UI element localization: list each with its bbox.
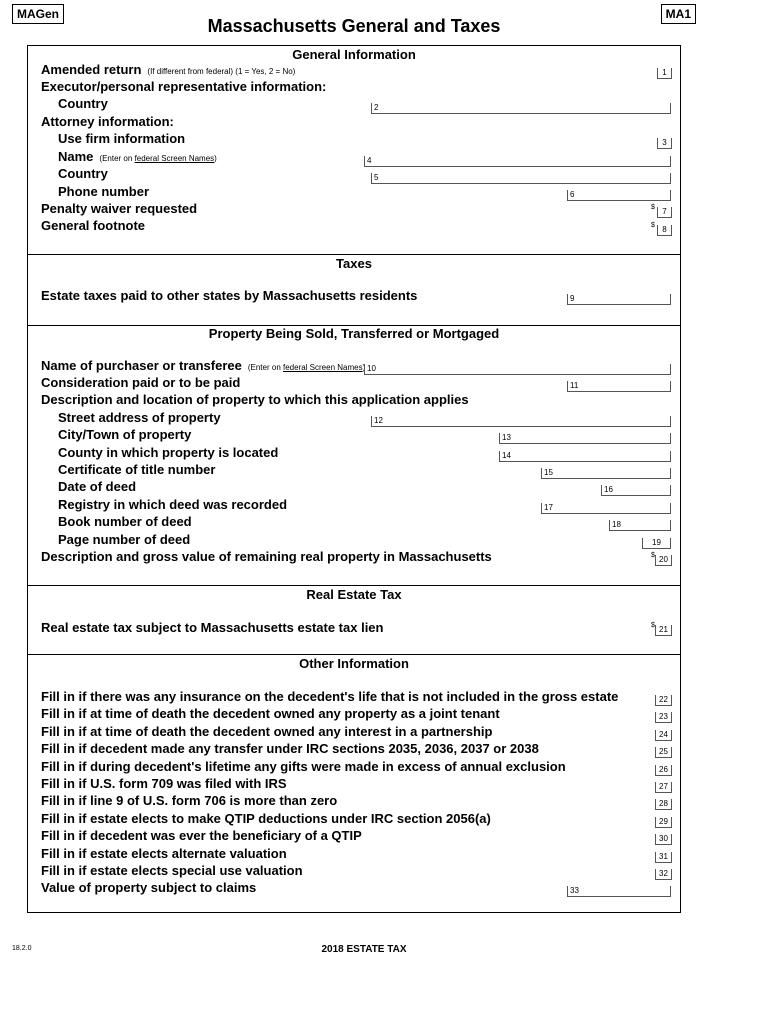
field-8[interactable]: 8: [657, 225, 672, 236]
field-23[interactable]: 23: [655, 712, 672, 723]
field-1[interactable]: 1: [657, 68, 672, 79]
field-18[interactable]: 18: [609, 520, 671, 531]
field-33[interactable]: 33: [567, 886, 671, 897]
other-item-3: Fill in if at time of death the decedent owned any interest in a partnership: [41, 724, 493, 739]
field-3[interactable]: 3: [657, 138, 672, 149]
field-15[interactable]: 15: [541, 468, 671, 479]
executor-label: Executor/personal representative information:: [41, 79, 327, 94]
field-2[interactable]: 2: [371, 103, 671, 114]
certificate-label: Certificate of title number: [58, 462, 216, 477]
field-26[interactable]: 26: [655, 765, 672, 776]
form-tag-magen: MAGen: [12, 4, 64, 24]
other-item-11: Fill in if estate elects special use valuation: [41, 863, 303, 878]
field-16[interactable]: 16: [601, 485, 671, 496]
field-17[interactable]: 17: [541, 503, 671, 514]
executor-country-label: Country: [58, 96, 108, 111]
other-item-1: Fill in if there was any insurance on the decedent's life that is not included in the gross estate: [41, 689, 619, 704]
field-30[interactable]: 30: [655, 834, 672, 845]
penalty-waiver-label: Penalty waiver requested: [41, 201, 198, 216]
section-title-other: Other Information: [299, 656, 409, 671]
page-title: Massachusetts General and Taxes: [207, 16, 501, 36]
form-tag-ma1: MA1: [661, 4, 696, 24]
field-24[interactable]: 24: [655, 730, 672, 741]
field-31[interactable]: 31: [655, 852, 672, 863]
field-14[interactable]: 14: [499, 451, 671, 462]
book-number-label: Book number of deed: [58, 514, 192, 529]
field-11[interactable]: 11: [567, 381, 671, 392]
amended-return-label: Amended return (If different from federal) (1 = Yes, 2 = No): [41, 62, 296, 77]
dollar-sign-20: $: [651, 552, 655, 559]
field-5[interactable]: 5: [371, 173, 671, 184]
section-title-property: Property Being Sold, Transferred or Mortgaged: [208, 326, 500, 341]
use-firm-label: Use firm information: [58, 131, 186, 146]
field-10[interactable]: 10: [364, 364, 671, 375]
field-20[interactable]: 20: [655, 555, 672, 566]
amended-return-note: (If different from federal) (1 = Yes, 2 = No): [147, 67, 296, 76]
section-title-taxes: Taxes: [336, 256, 372, 271]
section-title-general: General Information: [292, 47, 416, 62]
field-9[interactable]: 9: [567, 294, 671, 305]
other-item-12: Value of property subject to claims: [41, 880, 257, 895]
registry-label: Registry in which deed was recorded: [58, 497, 288, 512]
county-label: County in which property is located: [58, 445, 279, 460]
attorney-label: Attorney information:: [41, 114, 174, 129]
footer-title: 2018 ESTATE TAX: [321, 944, 407, 955]
remaining-property-label: Description and gross value of remaining real property in Massachusetts: [41, 549, 492, 564]
other-item-9: Fill in if decedent was ever the beneficiary of a QTIP: [41, 828, 362, 843]
field-28[interactable]: 28: [655, 799, 672, 810]
field-25[interactable]: 25: [655, 747, 672, 758]
purchaser-label: Name of purchaser or transferee (Enter on federal Screen Names): [41, 358, 366, 373]
estate-taxes-label: Estate taxes paid to other states by Massachusetts residents: [41, 288, 418, 303]
other-item-8: Fill in if estate elects to make QTIP deductions under IRC section 2056(a): [41, 811, 491, 826]
section-title-real-estate: Real Estate Tax: [306, 587, 402, 602]
city-town-label: City/Town of property: [58, 427, 192, 442]
field-22[interactable]: 22: [655, 695, 672, 706]
dollar-sign-7: $: [651, 204, 655, 211]
other-item-4: Fill in if decedent made any transfer under IRC sections 2035, 2036, 2037 or 2038: [41, 741, 539, 756]
federal-screen-names-link[interactable]: federal Screen Names: [134, 154, 215, 163]
version-number: 18.2.0: [12, 945, 32, 952]
field-6[interactable]: 6: [567, 190, 671, 201]
field-7[interactable]: 7: [657, 207, 672, 218]
field-13[interactable]: 13: [499, 433, 671, 444]
field-21[interactable]: 21: [655, 625, 672, 636]
dollar-sign-21: $: [651, 622, 655, 629]
real-estate-lien-label: Real estate tax subject to Massachusetts estate tax lien: [41, 620, 384, 635]
phone-number-label: Phone number: [58, 184, 150, 199]
other-item-5: Fill in if during decedent's lifetime any gifts were made in excess of annual exclusion: [41, 759, 566, 774]
attorney-country-label: Country: [58, 166, 108, 181]
deed-date-label: Date of deed: [58, 479, 137, 494]
other-item-7: Fill in if line 9 of U.S. form 706 is more than zero: [41, 793, 338, 808]
page-number-label: Page number of deed: [58, 532, 191, 547]
field-19[interactable]: 19: [642, 538, 671, 549]
dollar-sign-8: $: [651, 222, 655, 229]
street-address-label: Street address of property: [58, 410, 221, 425]
field-4[interactable]: 4: [364, 156, 671, 167]
description-label: Description and location of property to which this application applies: [41, 392, 469, 407]
general-footnote-label: General footnote: [41, 218, 146, 233]
other-item-2: Fill in if at time of death the decedent owned any property as a joint tenant: [41, 706, 500, 721]
field-29[interactable]: 29: [655, 817, 672, 828]
field-27[interactable]: 27: [655, 782, 672, 793]
other-item-6: Fill in if U.S. form 709 was filed with IRS: [41, 776, 287, 791]
field-32[interactable]: 32: [655, 869, 672, 880]
field-12[interactable]: 12: [371, 416, 671, 427]
consideration-label: Consideration paid or to be paid: [41, 375, 241, 390]
other-item-10: Fill in if estate elects alternate valuation: [41, 846, 287, 861]
federal-screen-names-link-2[interactable]: federal Screen Names: [283, 363, 363, 372]
attorney-name-label: Name (Enter on federal Screen Names): [58, 149, 217, 164]
